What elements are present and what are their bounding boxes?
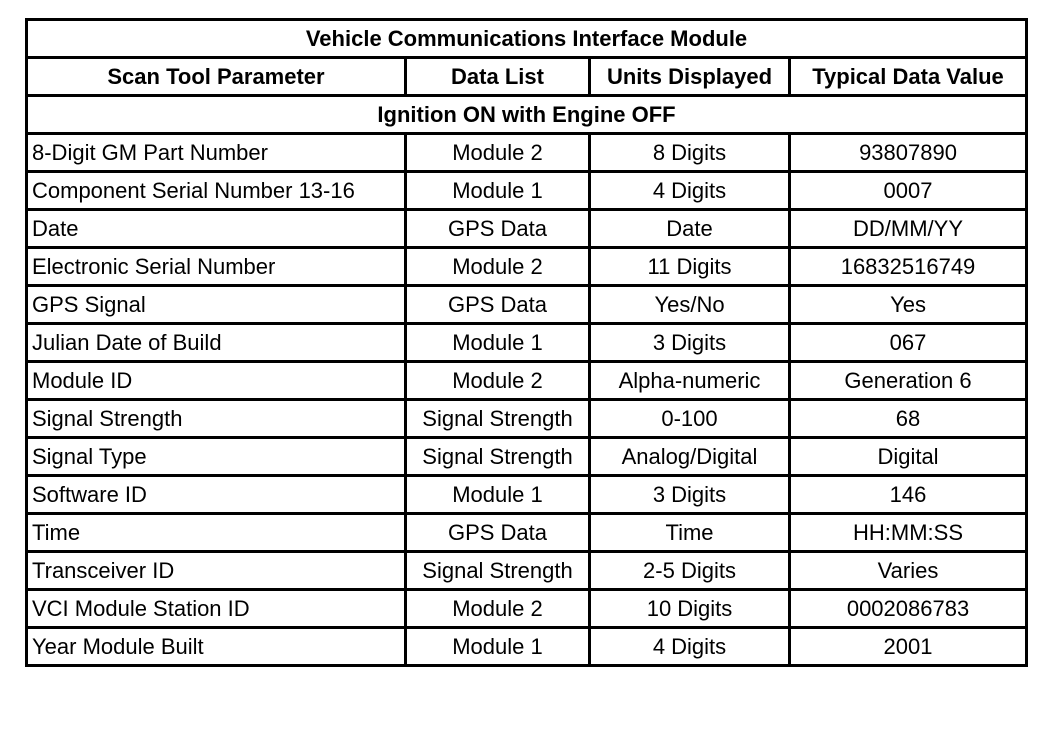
table-row: [27, 628, 1027, 666]
table-row: [27, 476, 1027, 514]
row-parameter: GPS Signal: [27, 286, 406, 324]
row-parameter: Signal Type: [27, 438, 406, 476]
row-parameter: Time: [27, 514, 406, 552]
row-typical-value: 067: [790, 324, 1027, 362]
section-row: [27, 96, 1027, 134]
table-body: [27, 134, 1027, 666]
row-units: 2-5 Digits: [590, 552, 790, 590]
row-parameter: Component Serial Number 13-16: [27, 172, 406, 210]
row-parameter: Transceiver ID: [27, 552, 406, 590]
row-typical-value: Generation 6: [790, 362, 1027, 400]
row-units: 10 Digits: [590, 590, 790, 628]
row-typical-value: Yes: [790, 286, 1027, 324]
row-data-list: GPS Data: [406, 210, 590, 248]
table-title: Vehicle Communications Interface Module: [27, 20, 1027, 58]
table-row: [27, 286, 1027, 324]
row-units: 0-100: [590, 400, 790, 438]
row-typical-value: 68: [790, 400, 1027, 438]
title-row: [27, 20, 1027, 58]
row-parameter: Signal Strength: [27, 400, 406, 438]
row-data-list: Module 1: [406, 476, 590, 514]
row-data-list: Module 2: [406, 134, 590, 172]
row-data-list: Signal Strength: [406, 400, 590, 438]
table-row: [27, 362, 1027, 400]
row-data-list: Module 1: [406, 172, 590, 210]
row-typical-value: Digital: [790, 438, 1027, 476]
row-typical-value: 146: [790, 476, 1027, 514]
row-units: 11 Digits: [590, 248, 790, 286]
row-data-list: Module 1: [406, 324, 590, 362]
row-data-list: Module 2: [406, 248, 590, 286]
row-typical-value: DD/MM/YY: [790, 210, 1027, 248]
table-row: [27, 590, 1027, 628]
row-parameter: Date: [27, 210, 406, 248]
row-units: 8 Digits: [590, 134, 790, 172]
row-units: Time: [590, 514, 790, 552]
row-parameter: Julian Date of Build: [27, 324, 406, 362]
row-data-list: Module 2: [406, 362, 590, 400]
table-row: [27, 438, 1027, 476]
row-typical-value: 93807890: [790, 134, 1027, 172]
row-typical-value: 2001: [790, 628, 1027, 666]
header-typical-data-value: Typical Data Value: [790, 58, 1027, 96]
header-units-displayed: Units Displayed: [590, 58, 790, 96]
row-parameter: VCI Module Station ID: [27, 590, 406, 628]
vci-parameter-table: [25, 18, 1028, 667]
row-units: 3 Digits: [590, 324, 790, 362]
row-typical-value: 16832516749: [790, 248, 1027, 286]
row-typical-value: Varies: [790, 552, 1027, 590]
row-data-list: Signal Strength: [406, 438, 590, 476]
section-heading: Ignition ON with Engine OFF: [27, 96, 1027, 134]
row-parameter: 8-Digit GM Part Number: [27, 134, 406, 172]
table-row: [27, 134, 1027, 172]
table-row: [27, 172, 1027, 210]
header-row: [27, 58, 1027, 96]
row-parameter: Module ID: [27, 362, 406, 400]
row-data-list: Signal Strength: [406, 552, 590, 590]
row-units: Analog/Digital: [590, 438, 790, 476]
row-data-list: GPS Data: [406, 286, 590, 324]
row-parameter: Electronic Serial Number: [27, 248, 406, 286]
table-row: [27, 514, 1027, 552]
header-data-list: Data List: [406, 58, 590, 96]
row-units: 4 Digits: [590, 172, 790, 210]
table-row: [27, 210, 1027, 248]
table-row: [27, 552, 1027, 590]
row-units: Date: [590, 210, 790, 248]
row-units: 3 Digits: [590, 476, 790, 514]
row-typical-value: HH:MM:SS: [790, 514, 1027, 552]
row-parameter: Software ID: [27, 476, 406, 514]
row-data-list: GPS Data: [406, 514, 590, 552]
row-typical-value: 0002086783: [790, 590, 1027, 628]
row-parameter: Year Module Built: [27, 628, 406, 666]
row-units: 4 Digits: [590, 628, 790, 666]
table-row: [27, 248, 1027, 286]
table-row: [27, 324, 1027, 362]
row-data-list: Module 1: [406, 628, 590, 666]
row-units: Yes/No: [590, 286, 790, 324]
row-typical-value: 0007: [790, 172, 1027, 210]
row-data-list: Module 2: [406, 590, 590, 628]
header-scan-tool-parameter: Scan Tool Parameter: [27, 58, 406, 96]
table-row: [27, 400, 1027, 438]
row-units: Alpha-numeric: [590, 362, 790, 400]
document-sheet: [25, 18, 1025, 667]
